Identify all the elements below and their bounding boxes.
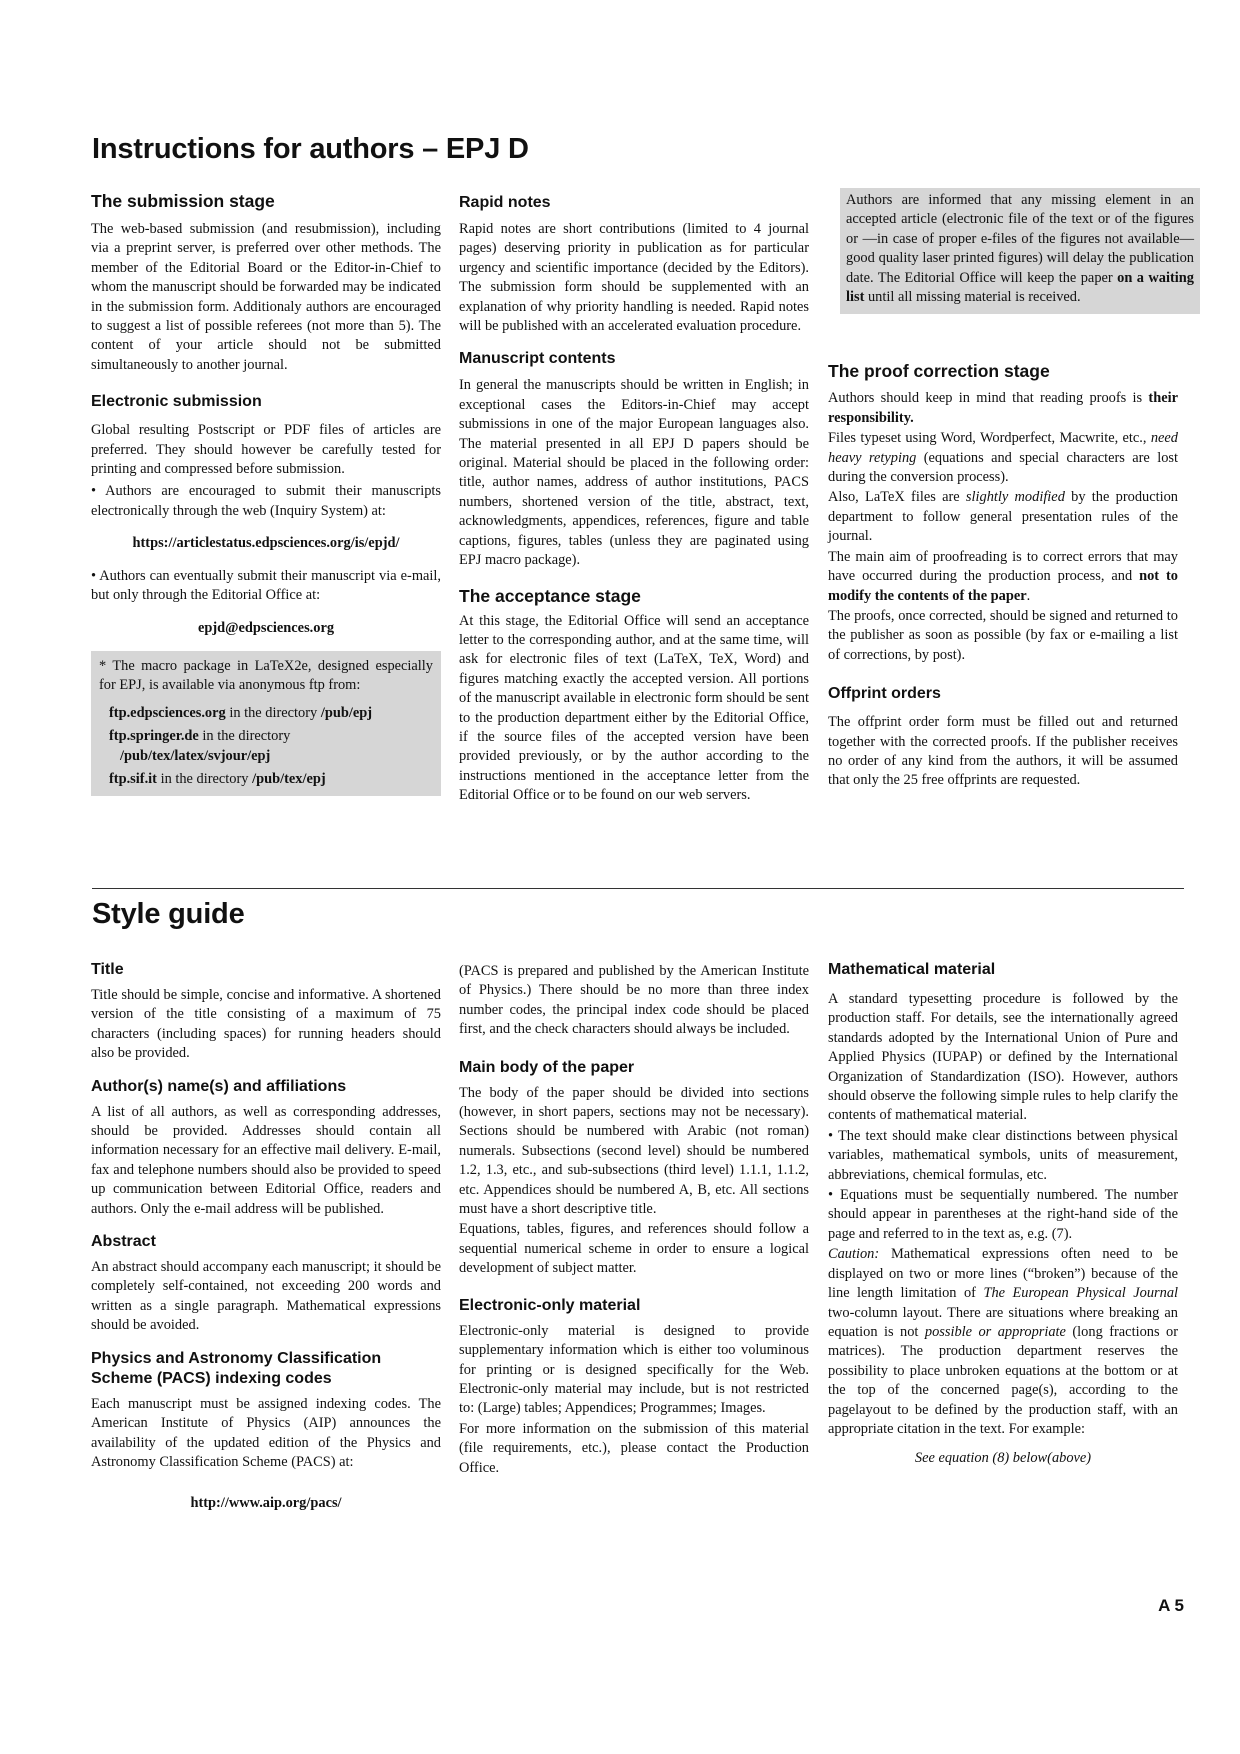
caution-text: Caution: Mathematical expressions often need to be displayed on two or more lines (“broken”) because of the line length limitation of The European Physical Journal two-column layout. There are situations where breaking an equation is not possible or appropriate (long fractions or matrices). The production department reserves the possibility to place unbroken equations at the bottom or at the top of the concerned page(s), according to the pagelayout to be defined by the production staff, with an appropriate citation in the text. For example: bbox=[828, 1246, 1179, 1437]
manuscript-contents-text: In general the manuscripts should be written in English; in exceptional cases the Editors-in-Chief may accept submissions in one of the major European languages also. The material presented in all EPJ D papers should be original. Material should be placed in the following order: title, author names, address of author institutions, PACS numbers, shortened version of the title, abstract, text, acknowledgments, appendices, references, figure and table captions, figures, tables (unless they are paginated using EPJ macro package). bbox=[459, 377, 809, 569]
pacs-continuation-text: (PACS is prepared and published by the American Institute of Physics.) There should be no more than three index number codes, the principal index code should be placed first, and the check characters should always be included. bbox=[459, 963, 809, 1038]
electronic-only-heading: Electronic-only material bbox=[459, 1296, 641, 1314]
main-body-text: The body of the paper should be divided into sections (however, in short papers, sections may not be necessary). Sections should be numbered with Arabic (not roman) numerals. Subsections (second level) should be numbered 1.2, 1.3, etc., and sub-subsections (third level) 1.1.1, 1.1.2, etc. Appendices should be numbered A, B, etc. All sections must have a short descriptive title. bbox=[459, 1084, 809, 1218]
style-guide-column-3 bbox=[828, 960, 1178, 1470]
ftp-entry bbox=[99, 727, 433, 746]
ftp-entry bbox=[99, 770, 433, 789]
proof-latex-text: Also, LaTeX files are slightly modified by the production department to follow general presentation rules of the journal. bbox=[828, 489, 1178, 545]
proof-files-text: Files typeset using Word, Wordperfect, Macwrite, etc., need heavy retyping (equations and special characters are lost during the conversion process). bbox=[828, 430, 1178, 486]
math-bullet-distinctions: • The text should make clear distinctions between physical variables, mathematical symbols, units of measurement, abbreviations, chemical formulas, etc. bbox=[828, 1127, 1178, 1183]
title-text: Title should be simple, concise and informative. A shortened version of the title consisting of a maximum of 75 characters (including spaces) for running headers should also be provided. bbox=[91, 987, 441, 1062]
math-text: A standard typesetting procedure is followed by the production staff. For details, see the internationally agreed standards adopted by the International Union of Pure and Applied Physics (IUPAP) or defined by the International Organization of Standardization (ISO). However, authors should observe the following simple rules to help clarify the contents of mathematical material. bbox=[828, 991, 1178, 1124]
offprint-text: The offprint order form must be filled out and returned together with the corrected proofs. If the publisher receives no order of any kind from the authors, it will be assumed that only the 25 free offprints are requested. bbox=[828, 714, 1178, 789]
math-bullet-numbering: • Equations must be sequentially numbered. The number should appear in parentheses at the right-hand side of the page and referred to in the text as, e.g. (7). bbox=[828, 1187, 1178, 1242]
pacs-text: Each manuscript must be assigned indexing codes. The American Institute of Physics (AIP) announces the availability of the updated edition of the Physics and Astronomy Classification Scheme (PACS) at: bbox=[91, 1395, 441, 1470]
proof-return-text: The proofs, once corrected, should be signed and returned to the publisher as soon as possible (by fax or e-mailing a list of corrections, by post). bbox=[828, 607, 1178, 663]
proof-responsibility-text: Authors should keep in mind that reading proofs is their responsibility. bbox=[828, 390, 1178, 426]
acceptance-heading: The acceptance stage bbox=[459, 585, 641, 606]
macro-package-box bbox=[91, 651, 441, 796]
abstract-heading: Abstract bbox=[91, 1233, 156, 1251]
authors-heading: Author(s) name(s) and affiliations bbox=[91, 1077, 347, 1095]
ftp-entry bbox=[99, 704, 433, 723]
electronic-only-contact-text: For more information on the submission of this material (file requirements, etc.), please contact the Production Office. bbox=[459, 1420, 809, 1476]
style-guide-title: Style guide bbox=[92, 898, 245, 930]
main-body-equations-text: Equations, tables, figures, and references should follow a sequential numerical scheme in order to ensure a logical development of subject matter. bbox=[459, 1221, 809, 1277]
macro-package-text: * The macro package in LaTeX2e, designed especially for EPJ, is available via anonymous ftp from: bbox=[99, 657, 433, 694]
offprint-heading: Offprint orders bbox=[828, 685, 941, 703]
pacs-heading: Physics and Astronomy Classification Scheme (PACS) indexing codes bbox=[91, 1349, 382, 1387]
page-number: A 5 bbox=[1158, 1596, 1184, 1615]
email-link[interactable]: epjd@edpsciences.org bbox=[197, 619, 335, 636]
ftp-directory: /pub/epj bbox=[320, 704, 373, 721]
main-body-heading: Main body of the paper bbox=[459, 1058, 635, 1076]
ftp-directory: /pub/tex/epj bbox=[252, 770, 326, 787]
submission-text: The web-based submission (and resubmission), including via a preprint server, is preferred over other methods. The member of the Editorial Board or the Editor-in-Chief to whom the manuscript should be forwarded may be indicated in the submission form. Additionaly authors are encouraged to suggest a list of possible referees (not more than 5). The content of your article should not be submitted simultaneously to another journal. bbox=[91, 221, 441, 373]
inquiry-url-link[interactable]: https://articlestatus.edpsciences.org/is/epjd/ bbox=[132, 535, 400, 552]
ftp-host-link[interactable]: ftp.sif.it bbox=[109, 770, 157, 787]
title-heading: Title bbox=[91, 961, 124, 978]
pacs-url-link[interactable]: http://www.aip.org/pacs/ bbox=[190, 1495, 342, 1512]
style-guide-column-2 bbox=[459, 962, 809, 1479]
missing-material-text: Authors are informed that any missing element in an accepted article (electronic file of the text or of the figures or —in case of proper e-files of the figures not available— good quality laser printed figures) will delay the publication date. The Editorial Office will keep the paper on a waiting list until all missing material is received. bbox=[846, 192, 1194, 306]
proof-aim-text: The main aim of proofreading is to correct errors that may have occurred during the production process, and not to modify the contents of the paper. bbox=[828, 548, 1179, 604]
rapid-notes-heading: Rapid notes bbox=[459, 194, 551, 211]
page-title: Instructions for authors – EPJ D bbox=[92, 133, 529, 165]
email-bullet: • Authors can eventually submit their manuscript via e-mail, but only through the Editorial Office at: bbox=[91, 567, 441, 604]
manuscript-contents-heading: Manuscript contents bbox=[459, 350, 616, 368]
ftp-directory-label: in the directory bbox=[225, 704, 321, 721]
ftp-list bbox=[99, 704, 433, 790]
ftp-directory-label: in the directory bbox=[198, 728, 291, 745]
acceptance-text: At this stage, the Editorial Office will send an acceptance letter to the corresponding author, and at the same time, will ask for electronic files of text (LaTeX, TeX, Word) and figures matching exactly the accepted version. All portions of the manuscript available in electronic form should be sent to the production department either by the Editorial Office, if the source files of the accepted version have been provided previously, or by the author according to the instructions mentioned in the acceptance letter from the Editorial Office or to be found on our web servers. bbox=[459, 612, 809, 804]
inquiry-bullet: • Authors are encouraged to submit their manuscripts electronically through the web (Inquiry System) at: bbox=[91, 483, 441, 519]
rapid-notes-text: Rapid notes are short contributions (limited to 4 journal pages) deserving priority in publication as for particular urgency and scientific importance (decided by the Editors). The submission form should be supplemented with an explanation of why priority handling is needed. Rapid notes will be published with an accelerated evaluation procedure. bbox=[459, 221, 809, 335]
abstract-text: An abstract should accompany each manuscript; it should be completely self-contained, not exceeding 200 words and written as a single paragraph. Mathematical expressions should be avoided. bbox=[91, 1259, 441, 1334]
ftp-directory-line bbox=[99, 747, 433, 766]
instructions-column-3 bbox=[828, 188, 1194, 792]
ftp-host-link[interactable]: ftp.edpsciences.org bbox=[109, 704, 226, 721]
electronic-submission-heading: Electronic submission bbox=[91, 393, 262, 411]
ftp-host-link[interactable]: ftp.springer.de bbox=[109, 728, 199, 745]
submission-heading: The submission stage bbox=[91, 191, 275, 211]
missing-material-box bbox=[840, 188, 1200, 314]
instructions-column-2 bbox=[459, 193, 809, 807]
example-text: See equation (8) below(above) bbox=[914, 1450, 1092, 1467]
authors-text: A list of all authors, as well as corresponding addresses, should be provided. Addresses should contain all information necessary for an effective mail delivery. E-mail, fax and telephone numbers should also be provided to speed up communication between Editorial Office, readers and authors. Only the e-mail address will be published. bbox=[91, 1103, 441, 1217]
ftp-directory: /pub/tex/latex/svjour/epj bbox=[120, 747, 271, 764]
style-guide-column-1 bbox=[91, 960, 441, 1515]
electronic-only-text: Electronic-only material is designed to provide supplementary information which is either too voluminous for printing or is designed specifically for the Web. Electronic-only material may include, but is not restricted to: (Large) tables; Appendices; Programmes; Images. bbox=[459, 1322, 809, 1417]
math-heading: Mathematical material bbox=[828, 961, 996, 978]
proof-correction-heading: The proof correction stage bbox=[828, 361, 1050, 382]
section-divider bbox=[92, 888, 1184, 889]
electronic-submission-text: Global resulting Postscript or PDF files of articles are preferred. They should however be carefully tested for printing and compressed before submission. bbox=[91, 422, 441, 478]
ftp-directory-label: in the directory bbox=[156, 770, 253, 787]
instructions-column-1 bbox=[91, 191, 441, 796]
